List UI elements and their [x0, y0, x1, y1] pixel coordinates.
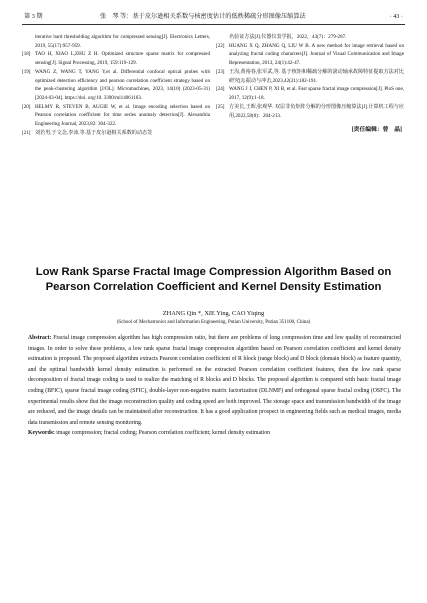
editor-note: [责任编辑：曾 晶]: [351, 127, 402, 134]
abstract-label: Abstract:: [28, 335, 52, 341]
reference-item: [18] TAO H, XIAO L,ZHU Z H. Optimized structure sparse matrix for compressed sensing[J]. Signal Processing, 2019, 159:119-129.: [22, 51, 210, 67]
abstract-text: Fractal image compression algorithm has high compression ratio, but there are problems of long compression time and low quality of reconstructed images. In order to solve these problems, a low rank sparse fractal image compression algorithm based on Pearson correlation coefficient and kernel density estimation is proposed. The proposed algorithm extracts Pearson correlation coefficient of R block (range block) and D block (domain block) as feature quantity, and the optimal bandwidth kernel density estimation is performed on the extracted Pearson correlation coefficient features, then the low rank sparse decomposition of fractal image coding is used to realize the matching of R blocks and D blocks. The proposed algorithm is compared with basic fractal image coding (BFIC), sparse fractal image coding (SFIC), double-layer non-negative matrix factorization (DLNMF) and orthogonal sparse fractal coding (OSFC). The experimental results show that the image reconstruction quality and coding speed are both improved. The storage space and transmission bandwidth of the image are reduced, and the image details can be maintained after reconstruction. It has a good application prospect in engineering fields such as medical images, media data transmission and remote sensing monitoring.: [28, 335, 402, 426]
english-title: Low Rank Sparse Fractal Image Compression Algorithm Based on Pearson Correlation Coefficient and Kernel Density Estimation: [35, 266, 392, 293]
reference-item: iterative hard thresholding algorithm for compressed sensing[J]. Electronics Letters, 2019, 55(17):957-959.: [35, 34, 210, 49]
keywords-text: image compression; fractal coding; Pearson correlation coefficient; kernel density estimation: [56, 430, 270, 437]
abstract-block: [28, 333, 401, 439]
affiliation: (School of Mechatronics and Information Engineering, Putian University, Putian 351100, China): [116, 320, 311, 325]
reference-item: [23] 王沟,黄裕春,张军武,等. 基于核矩和稀疏分解的滚动轴承故障特征提取方法对比研究[J].振动与冲击,2023,42(21):182-191.: [216, 68, 404, 84]
reference-item: [21] 刘若男,于文念,李沛,等.基于皮尔逊相关系数的动态签: [22, 129, 153, 136]
running-header: [22, 10, 405, 25]
running-title: 张 琴 等：基于皮尔逊相关系数与核密度估计的低秩稀疏分形图像压缩算法: [100, 13, 306, 20]
reference-item: 名验证方法[J].仪器仪表学报，2022，43(7)：279-287.: [229, 34, 347, 40]
reference-item: [24] WANG J J, CHEN P, XI B, et al. Fast sparse fractal image compression[J]. PloS one, 2017, 12(9):1-18.: [216, 86, 404, 102]
keywords-label: Keywords:: [28, 430, 55, 437]
issue-number: 第 3 期: [24, 13, 43, 20]
reference-item: [22] HUANG X Q, ZHANG Q, LIU W B. A new method for image retrieval based on analyzing fractal coding characters[J]. Journal of Visual Communication and Image Representation, 2013, 24(1):42-47.: [216, 42, 404, 67]
page-number: · 43 ·: [389, 13, 403, 20]
reference-item: [25] 方美长,王晖,张观华. 双层非负矩阵分解的分形图像压缩算法[J].计算机工程与应用,2022,58(8)：204-213.: [216, 103, 404, 119]
references-right-column: [216, 33, 404, 135]
reference-item: [20] HELMY R, STEVEN B, AUGIE W, et al. Image encoding selection based on Pearson correlation coefficient for time series anomaly detection[J]. Alexandria Engineering Journal, 2023,82: 304-322.: [22, 103, 210, 127]
reference-item: [19] WANG Z, WANG T, YANG Y,et al. Differential confocal optical probes with optimized detection efficiency and pearson correlation coefficient strategy based on the peak-clustering algorithm [J/OL]. Micromachines, 2023, 14(10) (2023-05-31) [2024-03-04]. https://doi. org/10. 3390/mi14061163.: [22, 68, 210, 101]
references-left-column: [22, 33, 210, 138]
authors: ZHANG Qin *, XIE Ying, CAO Yiqing: [162, 310, 265, 317]
